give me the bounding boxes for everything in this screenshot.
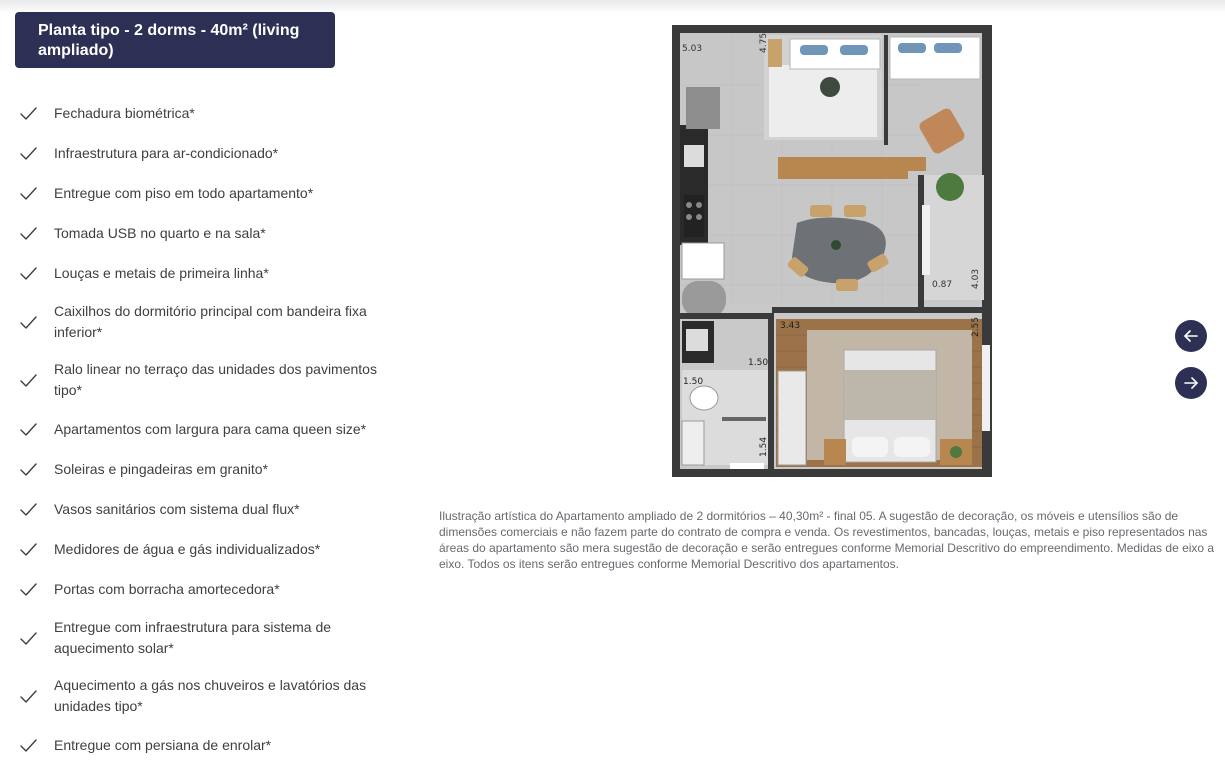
feature-item (17, 93, 407, 133)
feature-text: Caixilhos do dormitório principal com bandeira fixa inferior* (54, 303, 367, 340)
check-icon (20, 107, 37, 120)
feature-text: Ralo linear no terraço das unidades dos pavimentos tipo* (54, 361, 377, 398)
feature-item (17, 293, 407, 351)
check-icon (20, 543, 37, 556)
dim-label: 4.03 (971, 268, 981, 289)
feature-text: Portas com borracha amortecedora* (54, 580, 280, 597)
plan-caption: Ilustração artística do Apartamento ampliado de 2 dormitórios – 40,30m² - final 05. A sugestão de decoração, os móveis e utensílios são de dimensões comerciais e não fazem parte do contrato de compra e venda. Os revestimentos, bancadas, louças, metais e piso representados nas áreas do apartamento são mera sugestão de decoração e serão entregues conforme Memorial Descritivo do empreendimento. Medidas de eixo a eixo. Todos os itens serão entregues conforme Memorial Descritivo dos apartamentos. (439, 509, 1215, 571)
check-icon (20, 632, 37, 645)
feature-item (17, 725, 407, 765)
feature-text: Fechadura biométrica* (54, 104, 195, 121)
feature-text: Infraestrutura para ar-condicionado* (54, 144, 279, 161)
check-icon (20, 503, 37, 516)
feature-text: Vasos sanitários com sistema dual flux* (54, 500, 300, 517)
check-icon (20, 374, 37, 387)
dim-label: 1.54 (759, 436, 769, 457)
page-title: Planta tipo - 2 dorms - 40m² (living ampliado) (15, 12, 335, 68)
dim-label: 1.50 (683, 377, 704, 387)
feature-text: Medidores de água e gás individualizados* (54, 540, 321, 557)
dim-label: 0.87 (932, 280, 953, 290)
check-icon (20, 690, 37, 703)
feature-text: Apartamentos com largura para cama queen size* (54, 420, 367, 437)
check-icon (20, 316, 37, 329)
check-icon (20, 267, 37, 280)
feature-item (17, 253, 407, 293)
check-icon (20, 423, 37, 436)
feature-text: Soleiras e pingadeiras em granito* (54, 460, 269, 477)
dim-label: 1.50 (748, 358, 769, 368)
feature-text: Entregue com persiana de enrolar* (54, 736, 272, 753)
feature-item (17, 213, 407, 253)
dim-label: 3.43 (780, 321, 801, 331)
check-icon (20, 583, 37, 596)
previous-slide-button[interactable] (1175, 320, 1207, 352)
feature-item (17, 449, 407, 489)
check-icon (20, 187, 37, 200)
feature-item (17, 569, 407, 609)
feature-list (17, 93, 407, 765)
check-icon (20, 739, 37, 752)
dim-label: 2.55 (971, 316, 981, 337)
dim-label: 4.75 (759, 32, 769, 53)
check-icon (20, 147, 37, 160)
feature-text: Entregue com infraestrutura para sistema de aquecimento solar* (54, 619, 332, 656)
feature-item (17, 667, 407, 725)
feature-text: Tomada USB no quarto e na sala* (54, 224, 266, 241)
feature-text: Entregue com piso em todo apartamento* (54, 184, 314, 201)
feature-item (17, 609, 407, 667)
next-slide-button[interactable] (1175, 367, 1207, 399)
floor-plan-image (672, 25, 992, 477)
feature-text: Louças e metais de primeira linha* (54, 264, 269, 281)
arrow-left-icon (1181, 326, 1201, 346)
feature-item (17, 409, 407, 449)
arrow-right-icon (1181, 373, 1201, 393)
feature-item (17, 489, 407, 529)
feature-item (17, 173, 407, 213)
dim-label: 5.03 (682, 44, 703, 54)
check-icon (20, 463, 37, 476)
feature-item (17, 529, 407, 569)
feature-text: Aquecimento a gás nos chuveiros e lavatórios das unidades tipo* (54, 677, 367, 714)
feature-item (17, 133, 407, 173)
feature-item (17, 351, 407, 409)
check-icon (20, 227, 37, 240)
